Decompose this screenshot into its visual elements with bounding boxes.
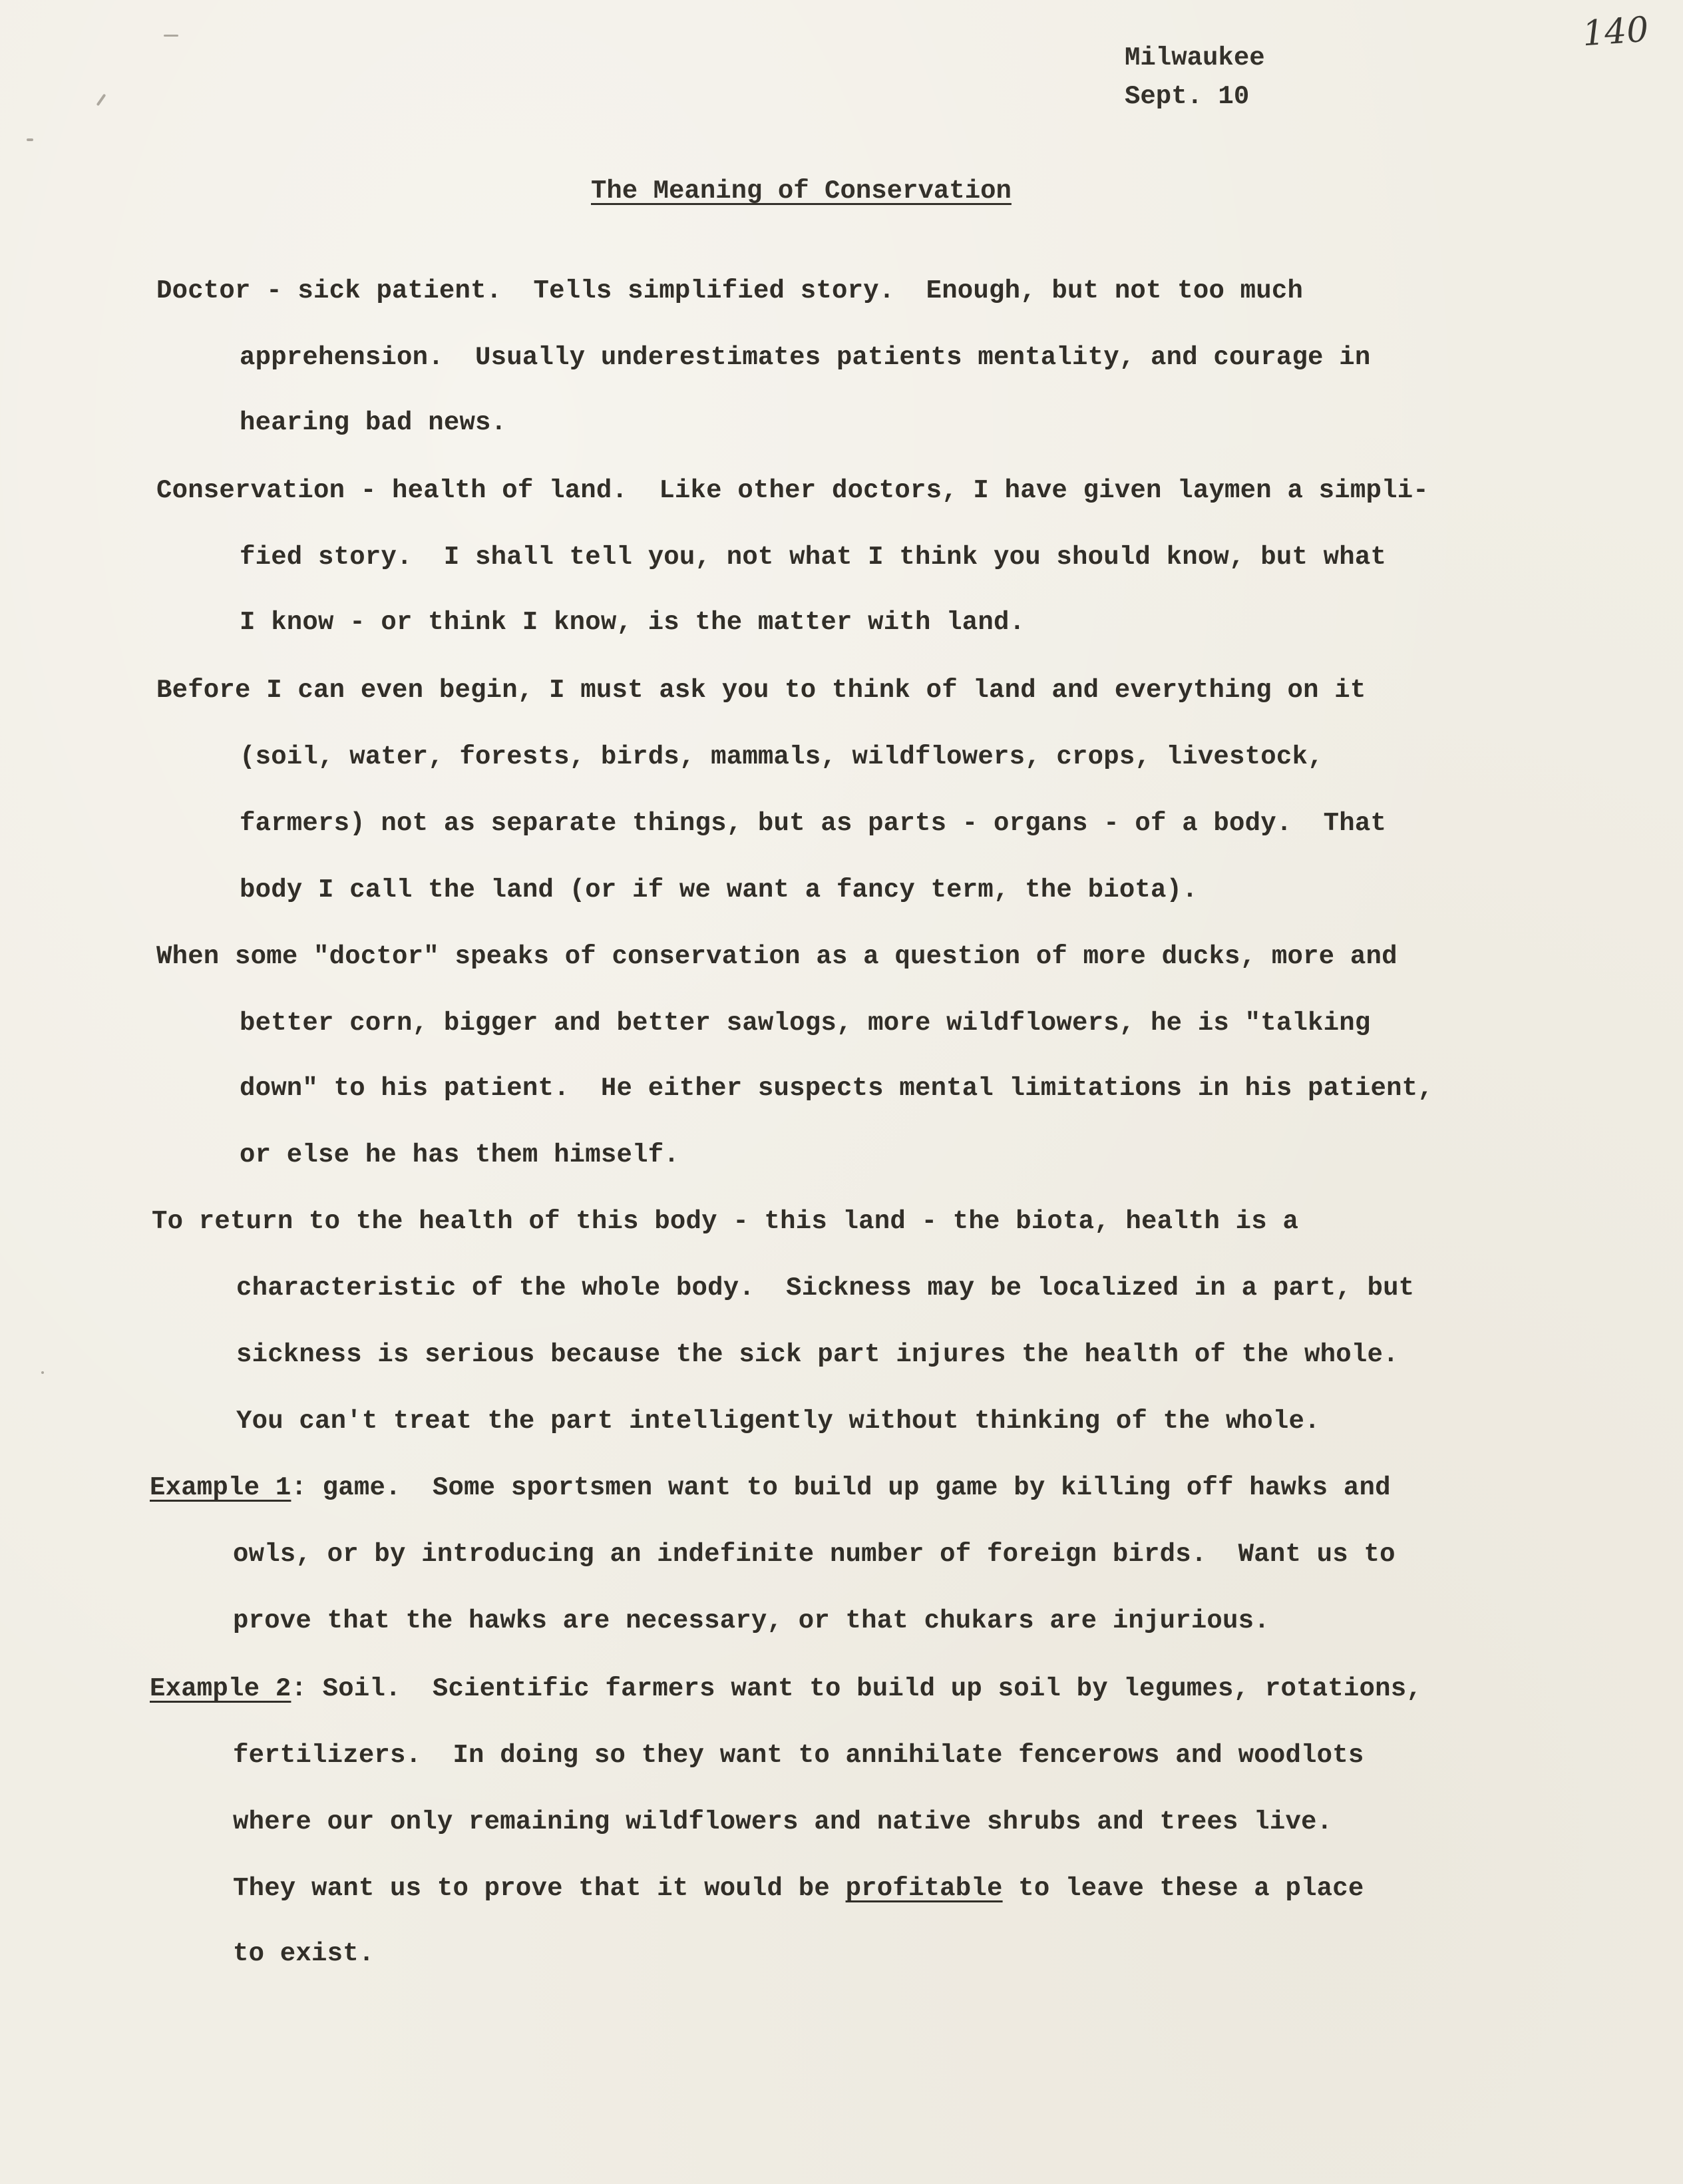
text-line: characteristic of the whole body. Sickness may be localized in a part, but xyxy=(236,1273,1415,1303)
text-line: better corn, bigger and better sawlogs, more wildflowers, he is "talking xyxy=(240,1008,1371,1038)
paper-mark xyxy=(164,35,178,37)
text-line: You can't treat the part intelligently without thinking of the whole. xyxy=(236,1407,1320,1436)
text-line: fertilizers. In doing so they want to annihilate fencerows and woodlots xyxy=(233,1741,1364,1770)
example-label: Example 1 xyxy=(150,1473,291,1502)
text-line: Example 2: Soil. Scientific farmers want to build up soil by legumes, rotations, xyxy=(150,1674,1422,1703)
text-line: I know - or think I know, is the matter with land. xyxy=(240,608,1026,637)
dateline-place: Milwaukee xyxy=(1125,43,1265,73)
text-line: Before I can even begin, I must ask you to think of land and everything on it xyxy=(156,676,1366,705)
text-line: down" to his patient. He either suspects mental limitations in his patient, xyxy=(240,1074,1433,1103)
text-line: prove that the hawks are necessary, or that chukars are injurious. xyxy=(233,1606,1270,1636)
paper-mark xyxy=(41,1371,44,1374)
text-line: body I call the land (or if we want a fancy term, the biota). xyxy=(240,875,1198,905)
text-line: When some "doctor" speaks of conservation as a question of more ducks, more and xyxy=(156,942,1398,971)
dateline xyxy=(1125,39,1265,116)
dateline-date: Sept. 10 xyxy=(1125,82,1250,111)
paper-mark xyxy=(27,138,33,141)
text-line: farmers) not as separate things, but as parts - organs - of a body. That xyxy=(240,809,1387,838)
paper-mark xyxy=(96,94,106,107)
text-line: (soil, water, forests, birds, mammals, wildflowers, crops, livestock, xyxy=(240,742,1324,771)
page-number: 140 xyxy=(1581,9,1650,55)
text-line: sickness is serious because the sick part injures the health of the whole. xyxy=(236,1340,1399,1369)
text-line: Conservation - health of land. Like other doctors, I have given laymen a simpli- xyxy=(156,476,1429,505)
text-line: Doctor - sick patient. Tells simplified story. Enough, but not too much xyxy=(156,276,1304,306)
text-line: fied story. I shall tell you, not what I think you should know, but what xyxy=(240,543,1387,572)
document-title: The Meaning of Conservation xyxy=(591,176,1012,206)
text-line: to exist. xyxy=(233,1939,375,1968)
text-line: To return to the health of this body - this land - the biota, health is a xyxy=(152,1207,1299,1236)
example-label: Example 2 xyxy=(150,1674,291,1703)
emphasized-word: profitable xyxy=(845,1874,1003,1903)
text-line: or else he has them himself. xyxy=(240,1140,679,1170)
text-line: Example 1: game. Some sportsmen want to build up game by killing off hawks and xyxy=(150,1473,1391,1502)
text-line: where our only remaining wildflowers and native shrubs and trees live. xyxy=(233,1807,1333,1837)
text-line: owls, or by introducing an indefinite number of foreign birds. Want us to xyxy=(233,1540,1396,1569)
text-line: They want us to prove that it would be profitable to leave these a place xyxy=(233,1874,1364,1903)
text-line: hearing bad news. xyxy=(240,408,507,437)
text-line: apprehension. Usually underestimates patients mentality, and courage in xyxy=(240,343,1371,372)
